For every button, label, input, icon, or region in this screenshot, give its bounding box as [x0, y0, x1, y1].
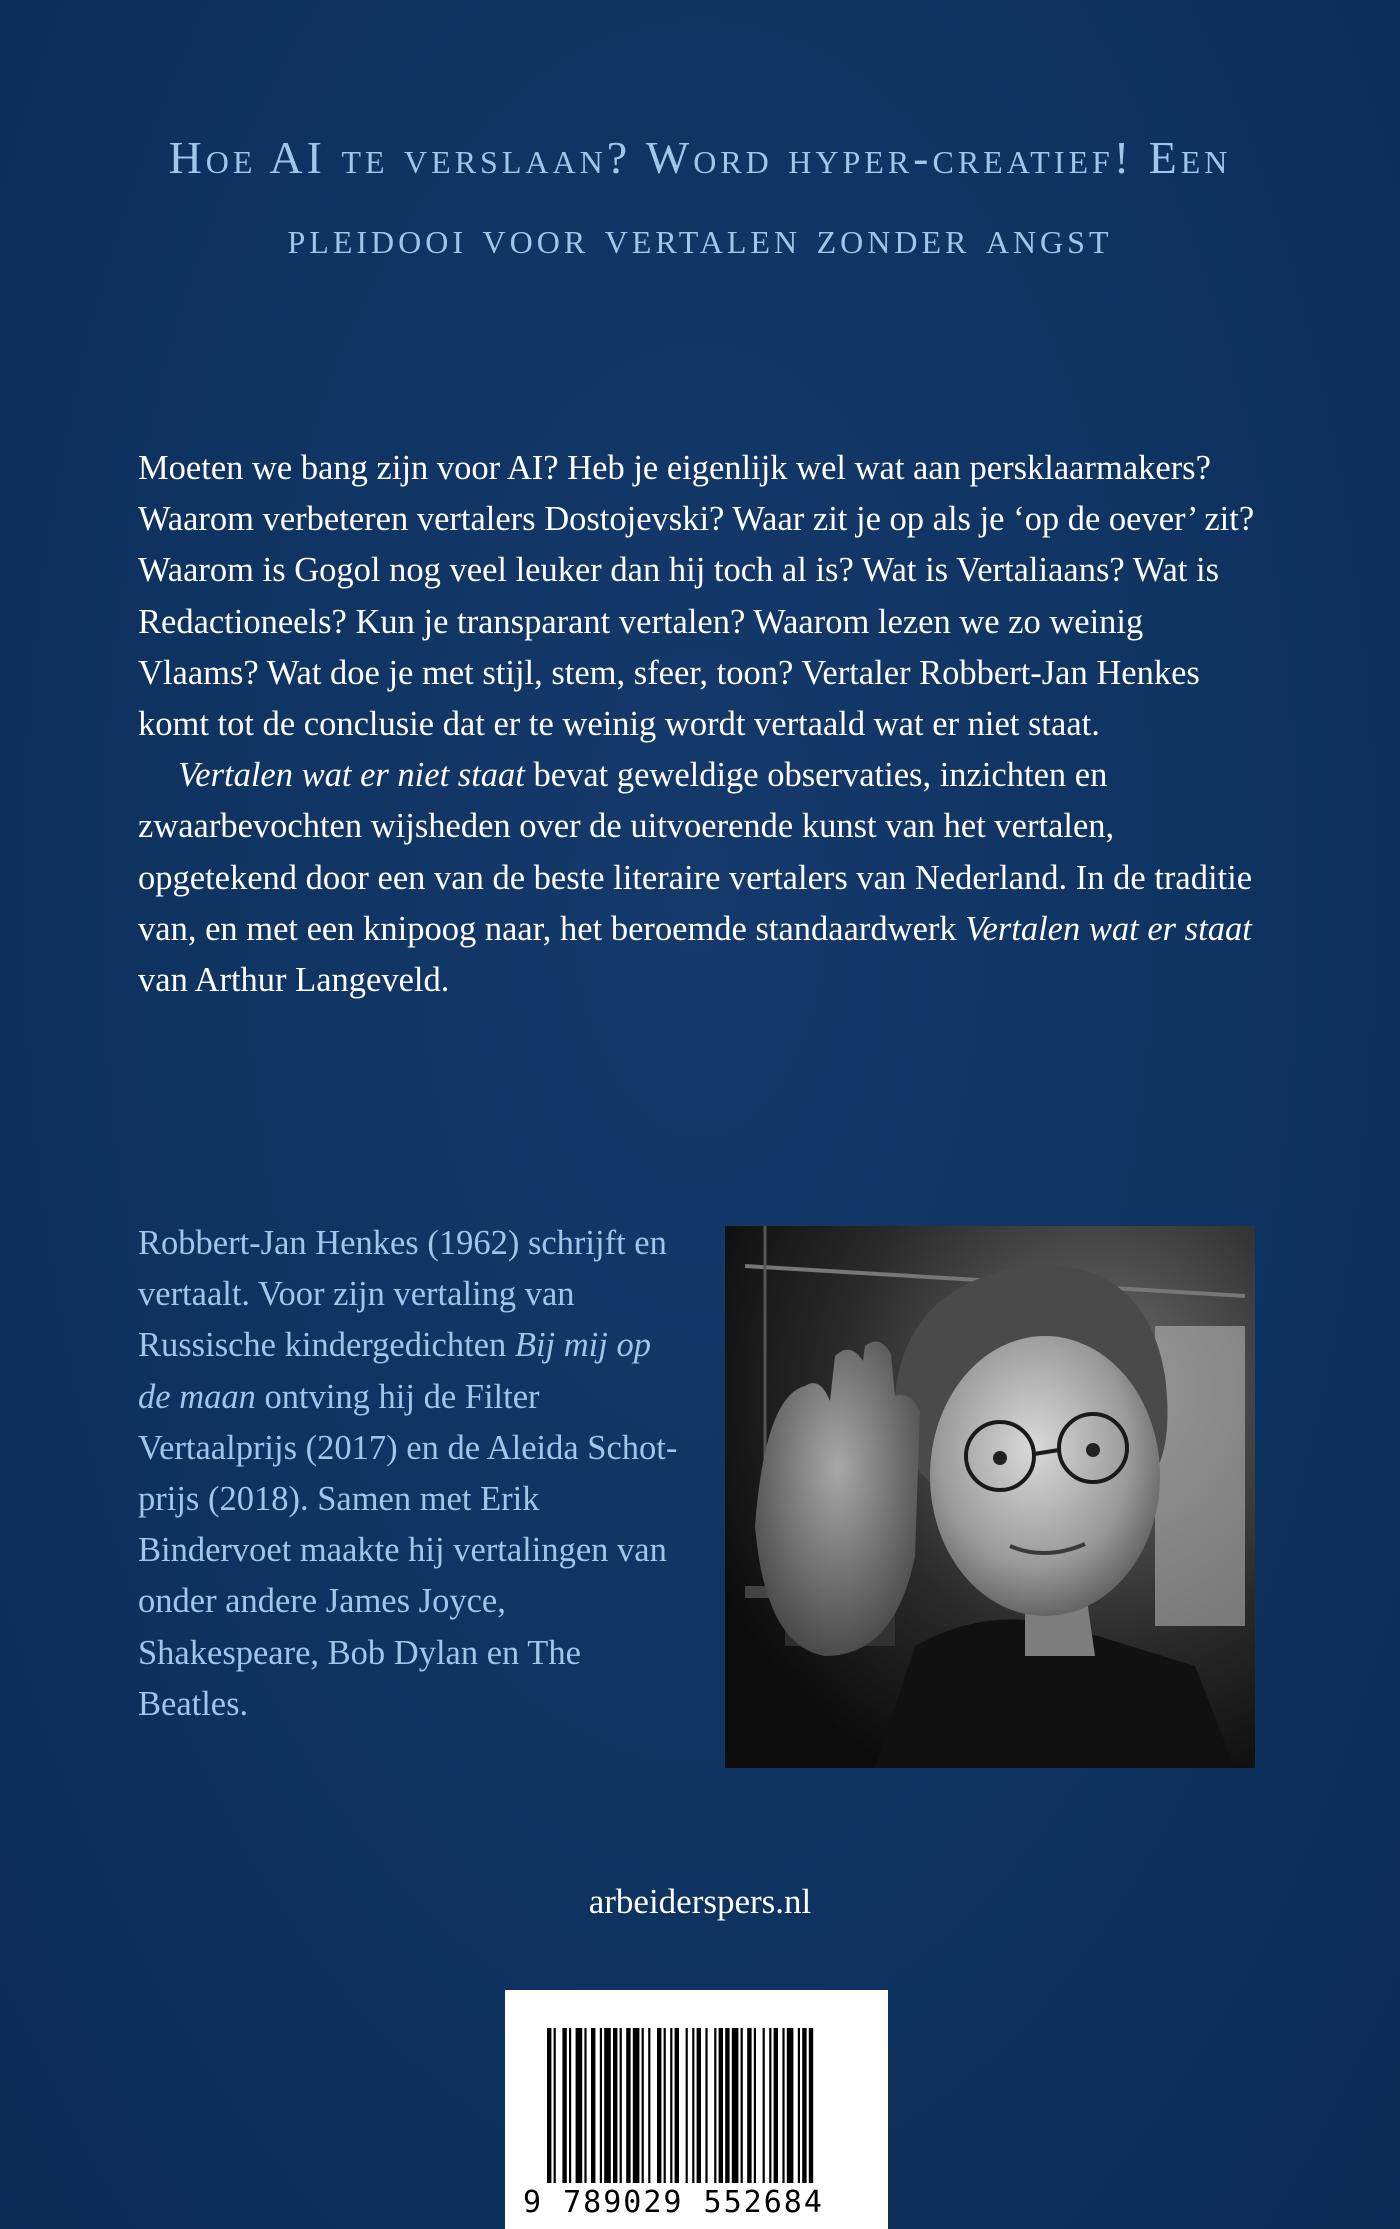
author-bio: [138, 1218, 678, 1730]
book-title-italic: Vertalen wat er niet staat: [178, 756, 525, 795]
reference-title-italic: Vertalen wat er staat: [965, 909, 1252, 948]
blurb-paragraph-2-text-b: van Arthur Langeveld.: [138, 961, 450, 1000]
author-photo: [725, 1226, 1255, 1768]
blurb-paragraph-2: [138, 750, 1258, 1006]
author-bio-text-b: ontving hij de Filter Vertaalprijs (2017) en de Aleida Schot-prijs (2018). Samen met Erik Bindervoet maakte hij vertalingen van onder andere James Joyce, Shakespeare, Bob Dylan en The Beatles.: [138, 1377, 678, 1723]
blurb-paragraph-1: Moeten we bang zijn voor AI? Heb je eigenlijk wel wat aan persklaarmakers? Waarom verbeteren vertalers Dostojevski? Waar zit je op als je ‘op de oever’ zit? Waarom is Gogol nog veel leuker dan hij toch al is? Wat is Vertaliaans? Wat is Redactioneels? Kun je transparant vertalen? Waarom lezen we zo weinig Vlaams? Wat doe je met stijl, stem, sfeer, toon? Vertaler Robbert-Jan Henkes komt tot de conclusie dat er te weinig wordt vertaald wat er niet staat.: [138, 449, 1255, 744]
author-bio-text-a: Robbert-Jan Henkes (1962) schrijft en vertaalt. Voor zijn vertaling van Russische kindergedichten: [138, 1224, 667, 1365]
bio-book-title: Bij mij op de maan: [138, 1326, 651, 1416]
blurb-text: [138, 443, 1258, 1006]
isbn-number: 9 789029 552684: [523, 2185, 824, 2220]
blurb-paragraph-2-text-a: bevat geweldige observaties, inzichten en zwaarbevochten wijsheden over de uitvoerende kunst van het vertalen, opgetekend door een van de beste literaire vertalers van Nederland. In de traditie van, en met een knipoog naar, het beroemde standaardwerk: [138, 756, 1253, 948]
publisher-website: arbeiderspers.nl: [588, 1882, 812, 1921]
isbn-barcode: [505, 1990, 888, 2229]
cover-headline: Hoe AI te verslaan? Word hyper-creatief! Een pleidooi voor vertalen zonder angst: [168, 132, 1232, 263]
